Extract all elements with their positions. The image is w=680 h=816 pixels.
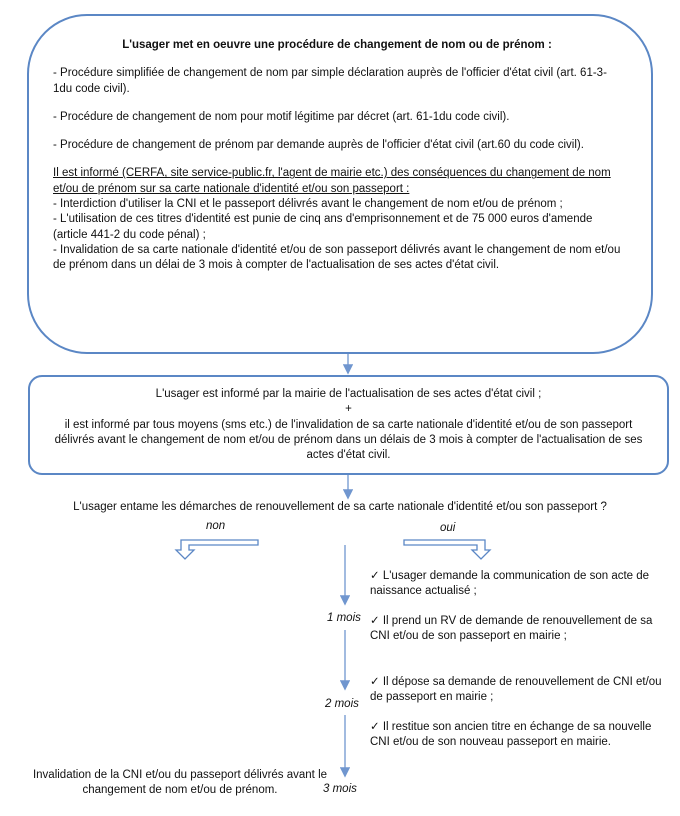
timeline-label: 1 mois: [327, 612, 361, 624]
procedure-item: - Procédure de changement de nom pour motif légitime par décret (art. 61-1du code civil).: [53, 110, 510, 123]
info-heading: Il est informé (CERFA, site service-public.fr, l'agent de mairie etc.) des conséquences du changement de nom et/ou de prénom sur sa carte nationale d'identité et/ou son passeport :: [53, 167, 611, 195]
consequence-item: - L'utilisation de ces titres d'identité est punie de cinq ans d'emprisonnement et de 75 000 euros d'amende (article 441-2 du code pénal) ;: [53, 213, 593, 241]
step-item: ✓ Il dépose sa demande de renouvellement de CNI et/ou de passeport en mairie ;: [370, 676, 662, 704]
timeline-label: 3 mois: [323, 783, 357, 795]
notification-line1: L'usager est informé par la mairie de l'actualisation de ses actes d'état civil ;: [155, 388, 542, 400]
notification-box: [28, 375, 669, 475]
branch-label-oui: oui: [440, 522, 456, 534]
consequence-item: - Invalidation de sa carte nationale d'identité et/ou de son passeport délivrés avant le changement de nom et/ou de prénom dans un délai de 3 mois à compter de l'actualisation de ses actes d'état civil.: [53, 243, 621, 272]
plus-sign: +: [345, 403, 352, 416]
branch-label-non: non: [206, 520, 226, 532]
invalidation-note: Invalidation de la CNI et/ou du passeport délivrés avant le changement de nom et/ou de prénom.: [32, 769, 328, 797]
procedure-item: - Procédure de changement de prénom par demande auprès de l'officier d'état civil (art.60 du code civil).: [53, 139, 584, 152]
step-item: ✓ L'usager demande la communication de son acte de naissance actualisé ;: [370, 570, 650, 598]
step-item: ✓ Il prend un RV de demande de renouvellement de sa CNI et/ou de son passeport en mairie ;: [370, 615, 653, 643]
step-item: ✓ Il restitue son ancien titre en échange de sa nouvelle CNI et/ou de son nouveau passeport en mairie.: [370, 721, 652, 749]
arrow-non: [176, 540, 258, 559]
consequence-item: - Interdiction d'utiliser la CNI et le passeport délivrés avant le changement de nom et/ou de prénom ;: [53, 197, 563, 210]
procedure-title: L'usager met en oeuvre une procédure de changement de nom ou de prénom :: [122, 39, 552, 51]
renewal-question: L'usager entame les démarches de renouvellement de sa carte nationale d'identité et/ou son passeport ?: [73, 501, 607, 513]
notification-line2: il est informé par tous moyens (sms etc.) de l'invalidation de sa carte nationale d'identité et/ou de son passeport délivrés avant le changement de nom et/ou de prénom dans un délais de 3 mois à compter de l'actualisation de ses actes d'état civil.: [54, 418, 643, 462]
arrow-oui: [404, 540, 490, 559]
procedure-item: - Procédure simplifiée de changement de nom par simple déclaration auprès de l'officier d'état civil (art. 61-3-1du code civil).: [53, 67, 607, 95]
timeline-label: 2 mois: [325, 698, 359, 710]
procedure-box: [27, 14, 653, 354]
